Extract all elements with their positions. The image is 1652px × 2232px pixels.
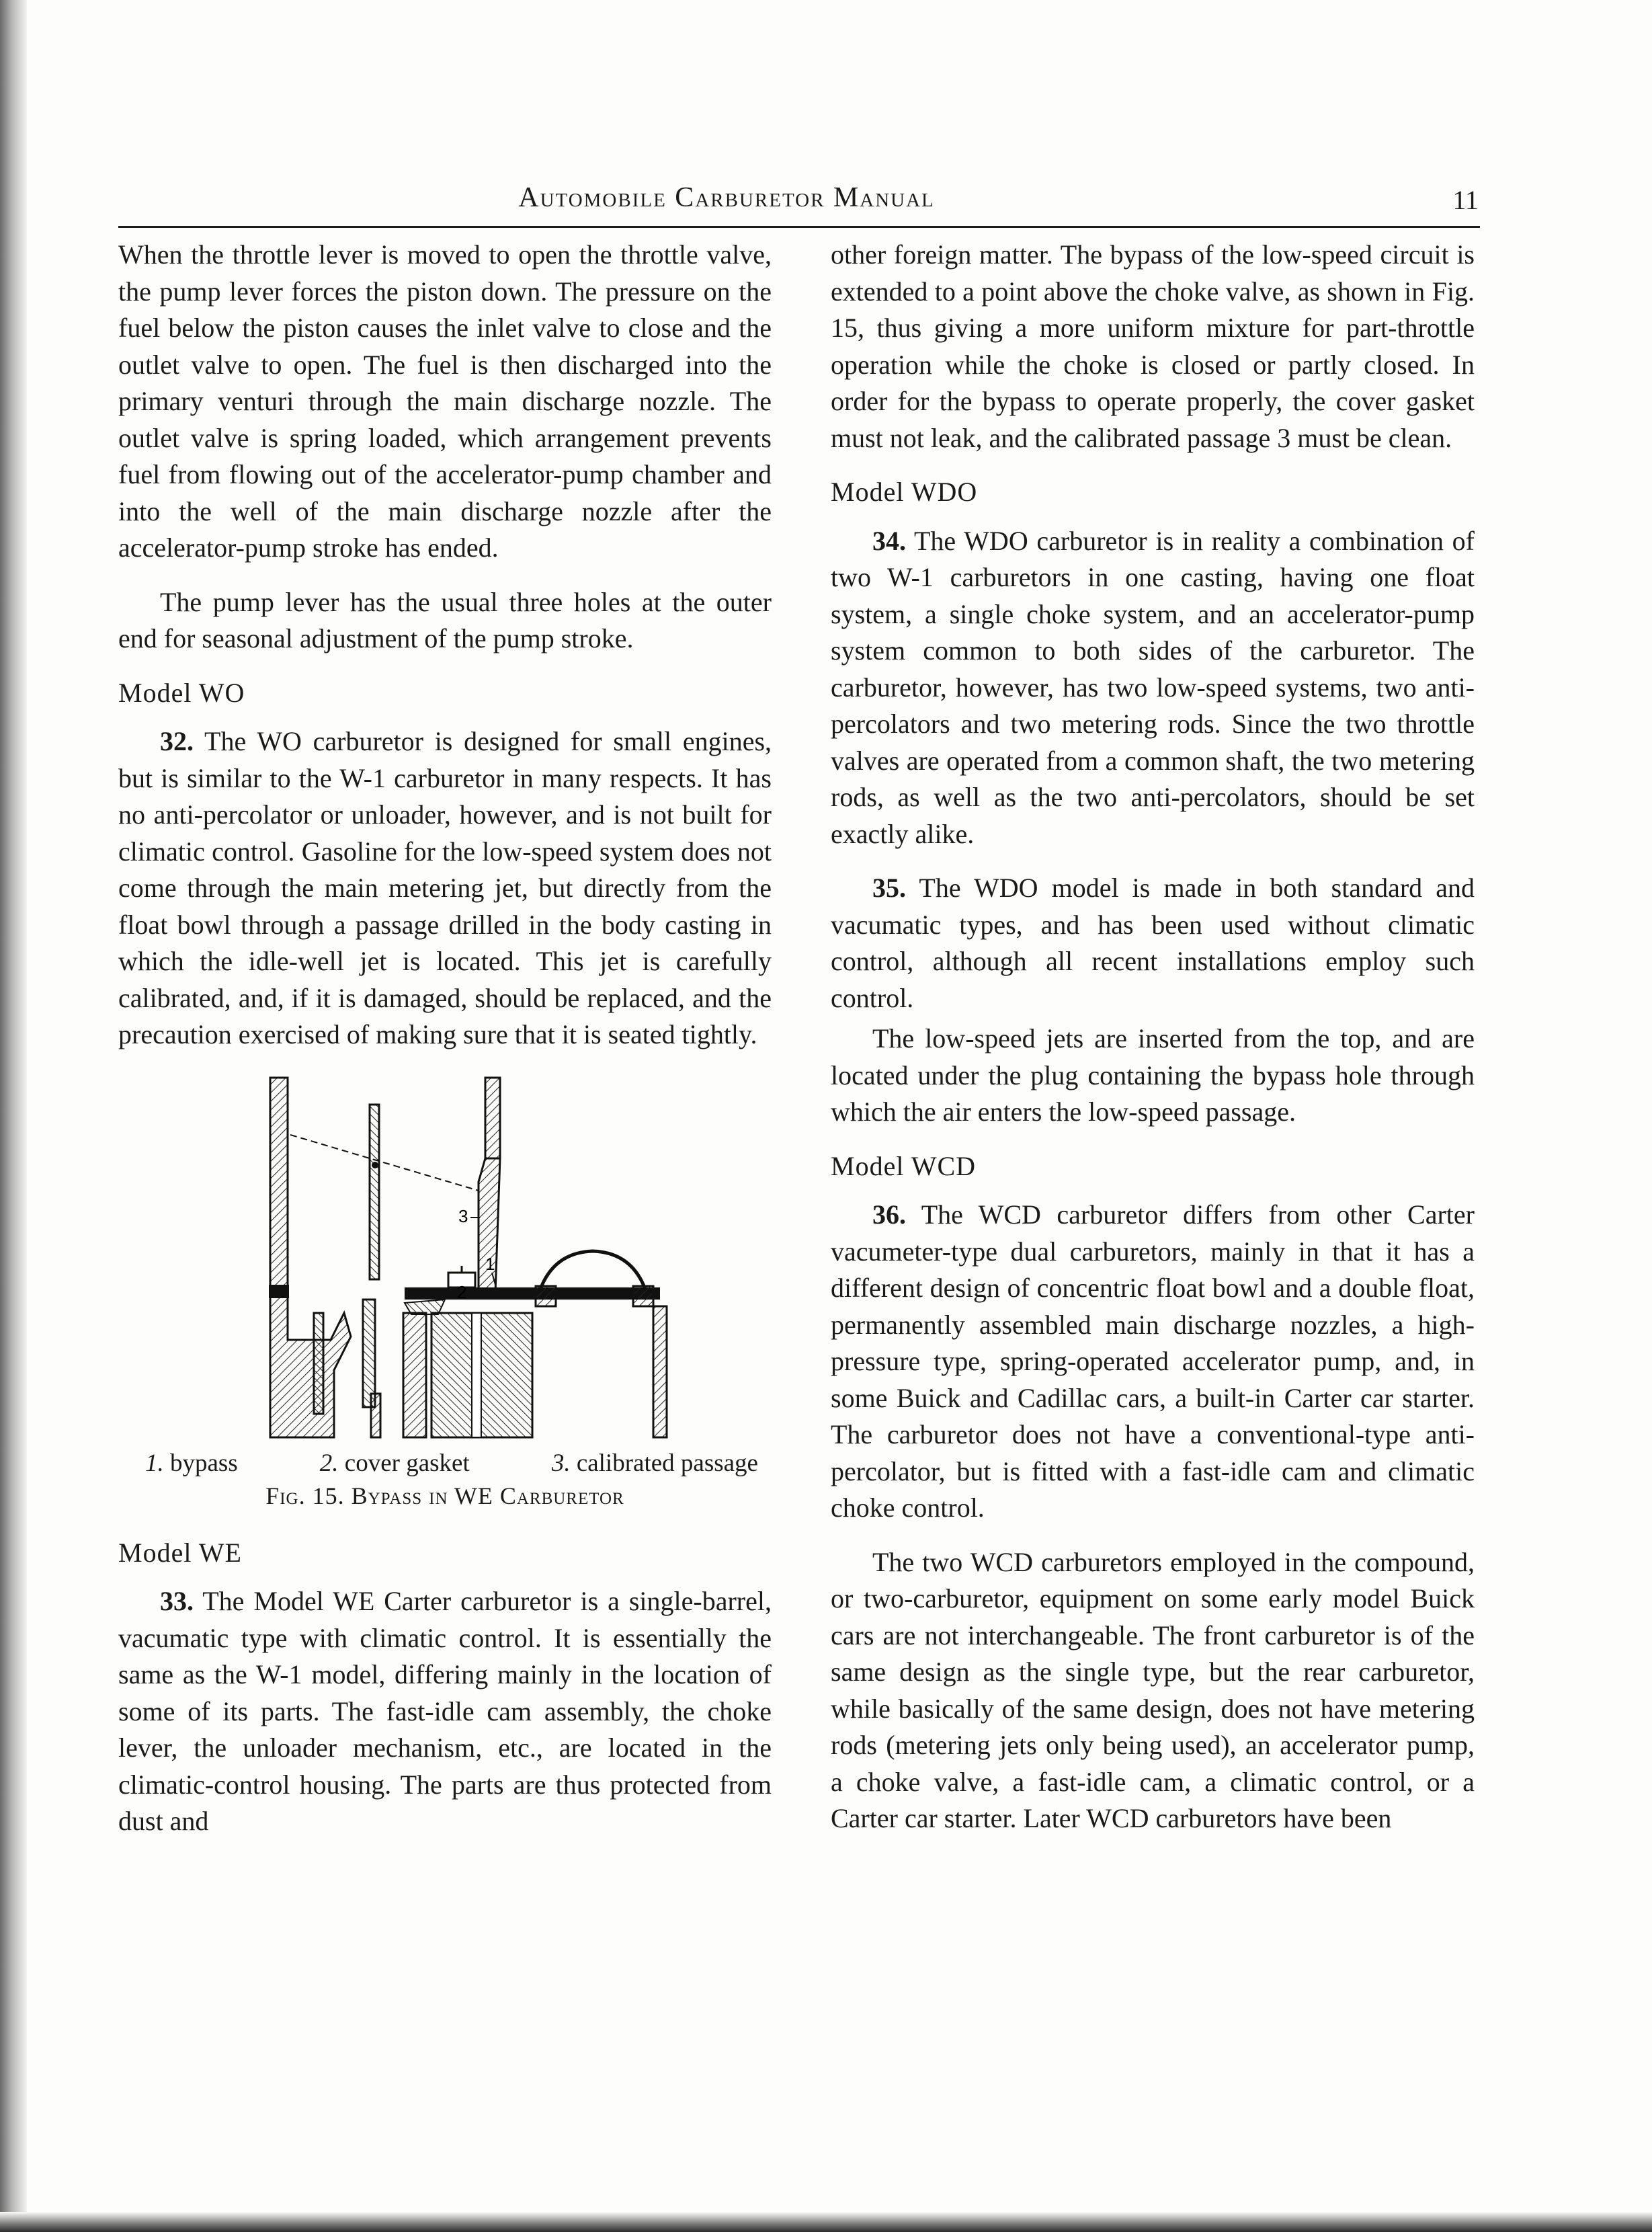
paragraph-36 — [831, 1197, 1475, 1527]
callout-2: 2 — [457, 1281, 467, 1302]
paragraph-number: 36. — [872, 1199, 906, 1230]
left-column — [118, 237, 772, 1858]
figure-15 — [118, 1071, 772, 1512]
callout-3: 3 — [458, 1205, 468, 1226]
page-header — [118, 176, 1480, 228]
paragraph-text: The WDO model is made in both standard and vacumatic types, and has been used without climatic control, although all recent installations employ such control. — [831, 873, 1475, 1013]
float-bowl — [403, 1300, 667, 1437]
paragraph-34 — [831, 523, 1475, 853]
paragraph: other foreign matter. The bypass of the low-speed circuit is extended to a point above the choke valve, as shown in Fig. 15, thus giving a more uniform mixture for part-throttle operation while the choke is closed or partly closed. In order for the bypass to operate properly, the cover gasket must not leak, and the calibrated passage 3 must be clean. — [831, 239, 1475, 453]
paragraph: The pump lever has the usual three holes at the outer end for seasonal adjustment of the pump stroke. — [118, 586, 772, 653]
figure-caption: Fig. 15. Bypass in WE Carburetor — [265, 1482, 624, 1509]
paragraph-text: The WO carburetor is designed for small engines, but is similar to the W-1 carburetor in many respects. It has no anti-percolator or unloader, however, and is not built for climatic control. Gasoline for the low-speed system does not come through the main metering jet, but directly from the float bowl through a passage drilled in the body casting in which the idle-well jet is located. This jet is carefully calibrated, and, if it is damaged, should be replaced, and the precaution exercised of making sure that it is seated tightly. — [118, 726, 772, 1049]
section-heading-model-wcd: Model WCD — [831, 1150, 977, 1181]
paragraph-text: The WCD carburetor differs from other Carter vacumeter-type dual carburetors, mainly in that it has a different design of concentric float bowl and a double float, permanently assembled main discharge nozzles, a high-pressure type, spring-operated accelerator pump, and, in some Buick and Cadillac cars, a built-in Carter car starter. The carburetor does not have a conventional-type anti-percolator, but is fitted with a fast-idle cam and climatic choke control. — [831, 1199, 1475, 1523]
section-heading-model-wdo: Model WDO — [831, 477, 978, 507]
paragraph-number: 32. — [160, 726, 194, 756]
paragraph-33 — [118, 1583, 772, 1840]
paragraph: When the throttle lever is moved to open the throttle valve, the pump lever forces the piston down. The pressure on the fuel below the piston causes the inlet valve to close and the outlet valve to open. The fuel is then discharged into the primary venturi through the main discharge nozzle. The outlet valve is spring loaded, which arrangement prevents fuel from flowing out of the accelerator-pump chamber and into the well of the main discharge nozzle after the accelerator-pump stroke has ended. — [118, 239, 772, 563]
running-head: Automobile Carburetor Manual — [518, 182, 935, 213]
carburetor-bypass-diagram — [190, 1071, 700, 1447]
paragraph-text: The Model WE Carter carburetor is a single-barrel, vacumatic type with climatic control. It is essentially the same as the W-1 model, differing mainly in the location of some of its parts. The fast-idle cam assembly, the choke lever, the unloader mechanism, etc., are located in the climatic-control housing. The parts are thus protected from dust and — [118, 1586, 772, 1836]
paragraph-number: 33. — [160, 1586, 194, 1616]
callout-1: 1 — [485, 1253, 495, 1274]
paragraph: The low-speed jets are inserted from the top, and are located under the plug containing the bypass hole through which the air enters the low-speed passage. — [831, 1023, 1475, 1127]
paragraph-text: The WDO carburetor is in reality a combination of two W-1 carburetors in one casting, having one float system, a single choke system, and an accelerator-pump system common to both sides of the carburetor. The carburetor, however, has two low-speed systems, two anti-percolators and two metering rods. Since the two throttle valves are operated from a common shaft, the two metering rods, as well as the two anti-percolators, should be set exactly alike. — [831, 525, 1475, 849]
legend-item-1: 1. bypass — [145, 1449, 238, 1477]
air-horn-left-wall — [270, 1078, 288, 1286]
choke-valve — [290, 1105, 479, 1279]
right-column — [831, 237, 1475, 1855]
paragraph-number: 35. — [872, 873, 906, 903]
section-heading-model-we: Model WE — [118, 1537, 242, 1568]
paragraph-35 — [831, 870, 1475, 1017]
scan-shadow-edge — [0, 0, 27, 2232]
paragraph-32 — [118, 723, 772, 1053]
section-heading-model-wo: Model WO — [118, 677, 245, 708]
figure-legend — [118, 1447, 772, 1480]
legend-item-3: 3. calibrated passage — [551, 1449, 758, 1477]
paragraph: The two WCD carburetors employed in the compound, or two-carburetor, equipment on some early model Buick cars are not interchangeable. The front carburetor is of the same design as the single type, but the rear carburetor, while basically of the same design, does not have metering rods (metering jets only being used), an accelerator pump, a choke valve, a fast-idle cam, a climatic control, or a Carter car starter. Later WCD carburetors have been — [831, 1546, 1475, 1833]
paragraph-number: 34. — [872, 525, 906, 556]
scan-shadow-bottom — [0, 2212, 1652, 2232]
page-number: 11 — [1452, 185, 1479, 215]
throttle-body-lower — [269, 1285, 380, 1437]
legend-item-2: 2. cover gasket — [319, 1449, 470, 1477]
float-bowl-cover — [405, 1251, 660, 1306]
